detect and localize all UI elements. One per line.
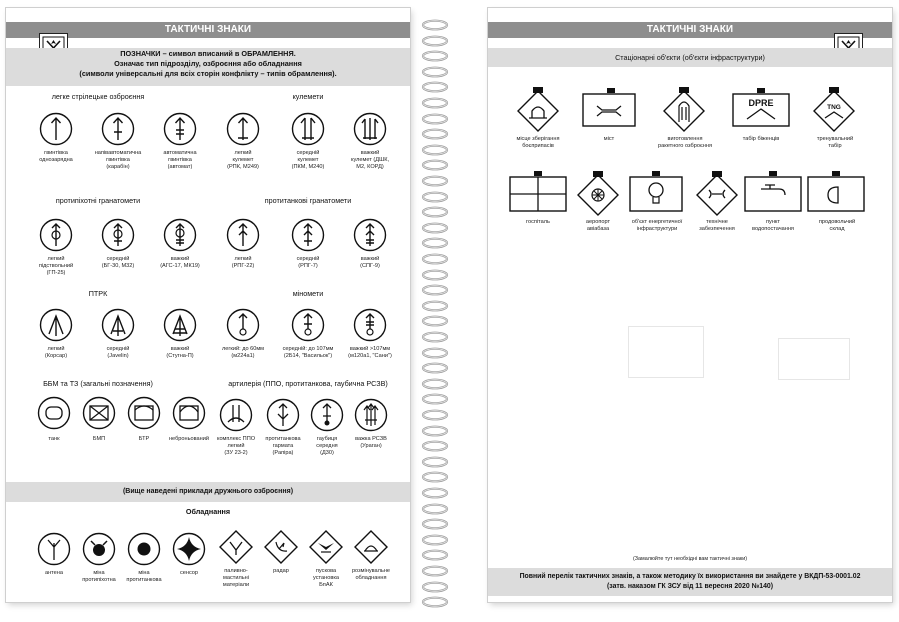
binding-ring [420,392,450,404]
binding-ring [420,533,450,545]
subtitle-band [488,48,892,67]
binding-ring [420,18,450,30]
binding-ring [420,283,450,295]
caption-medium-atgm: середній (Javelin) [106,346,130,359]
binding-ring [420,455,450,467]
caption-light-gl: легкий підствольний (ГП-25) [38,256,74,276]
right-page-title: ТАКТИЧНІ ЗНАКИ [646,24,734,35]
caption-tank: танк [48,436,60,442]
footer-band [488,568,892,596]
section-at-grenade-launchers: протитанкові гранатомети [264,196,352,205]
heavy-antitank-launcher-icon [353,218,387,252]
food-warehouse-icon [806,171,866,213]
caption-energy: об'єкт енергетичної інфраструктури [631,219,683,232]
caption-heavy-mg: важкий кулемет (ДШК, М2, КОРД) [350,150,390,170]
heavy-machine-gun-icon [353,112,387,146]
friendly-note-band [6,482,410,502]
light-machine-gun-icon [226,112,260,146]
binding-ring [420,580,450,592]
fuel-lubricants-icon [219,530,253,564]
binding-ring [420,174,450,186]
uav-launcher-icon [309,530,343,564]
draw-note: (Замалюйте тут необхідні вам тактичні знаки) [632,556,748,562]
semi-auto-rifle-icon [101,112,135,146]
caption-light-mg: легкий кулемет (РПК, М249) [227,150,259,170]
binding-ring [420,252,450,264]
binding-ring [420,112,450,124]
binding-ring [420,470,450,482]
binding-ring [420,268,450,280]
caption-heavy-atgm: важкий (Стугна-П) [166,346,194,359]
caption-uav-launcher: пускова установка БпАК [313,568,339,588]
friendly-note: (Вище наведені приклади дружнього озброєння) [122,488,294,495]
caption-missile-production: виготовлення ракетного озброєння [657,136,713,149]
caption-food-warehouse: продовольчий склад [818,219,856,232]
caption-water-supply: пункт водопостачання [752,219,794,232]
binding-ring [420,49,450,61]
caption-mlrs: важка РСЗВ (Ураган) [355,436,387,449]
caption-ap-mine: міна протипіхотна [82,570,116,583]
light-atgm-icon [39,308,73,342]
caption-fuel: паливно- мастильні матеріали [222,568,250,588]
binding-ring [420,346,450,358]
heavy-mlrs-icon [354,398,388,432]
equipment-title: Обладнання [185,507,231,516]
caption-howitzer: гаубиця середня (Д30) [316,436,338,456]
section-machine-guns: кулемети [292,92,324,101]
training-camp-icon [812,87,856,135]
bridge-icon [581,88,637,128]
binding-ring [420,236,450,248]
section-ifv-general: ББМ та ТЗ (загальні позначення) [43,379,153,388]
single-shot-rifle-icon [39,112,73,146]
binding-ring [420,314,450,326]
caption-semi-auto-rifle: напівавтоматична гвинтівка (карабін) [94,150,142,170]
binding-ring [420,127,450,139]
section-atgm: ПТРК [88,289,108,298]
caption-heavy-at: важкий (СПГ-9) [360,256,380,269]
caption-medium-mortar: середній: до 107мм (2Б14, "Васильок") [282,346,334,359]
binding-ring [420,205,450,217]
medium-atgm-icon [101,308,135,342]
caption-antitank-gun: протитанкова гармата (Рапіра) [265,436,301,456]
light-air-defense-icon [219,398,253,432]
binding-ring [420,190,450,202]
intro-line-1: ПОЗНАЧКИ – символ вписаний в ОБРАМЛЕННЯ. [120,49,296,58]
technical-support-icon [695,171,739,219]
dpre-label: DPRE [748,98,774,108]
tank-icon [37,396,71,430]
binding-ring [420,158,450,170]
binding-ring [420,377,450,389]
caption-air-defense: комплекс ППО легкий (ЗУ 23-2) [216,436,256,456]
antenna-icon [37,532,71,566]
sensor-icon [172,532,206,566]
antipersonnel-mine-icon [82,532,116,566]
caption-refugee-camp: табір біженців [742,136,780,142]
binding-ring [420,424,450,436]
refugee-camp-icon [731,88,791,128]
binding-ring [420,408,450,420]
medium-howitzer-icon [310,398,344,432]
caption-airport: аеропорт авіабаза [585,219,611,232]
light-antitank-launcher-icon [226,218,260,252]
binding-ring [420,439,450,451]
antitank-mine-icon [127,532,161,566]
binding-ring [420,143,450,155]
binding-ring [420,595,450,607]
ifv-icon [82,396,116,430]
caption-at-mine: міна протитанкова [126,570,162,583]
binding-ring [420,517,450,529]
caption-medium-gl: середній (БГ-30, М32) [101,256,135,269]
right-title-bar [488,22,892,38]
caption-demining: розмінувальне обладнання [351,568,391,581]
caption-hospital: госпіталь [526,219,550,225]
binding-ring [420,96,450,108]
caption-antenna: антена [44,570,63,576]
section-mortars: міномети [292,289,324,298]
right-page [488,8,892,602]
caption-single-shot-rifle: гвинтівка однозарядна [39,150,73,163]
medium-grenade-launcher-icon [101,218,135,252]
caption-apc: БТР [138,436,150,442]
left-page [6,8,410,602]
binding-ring [420,548,450,560]
light-grenade-launcher-icon [39,218,73,252]
caption-ammo-storage: місце зберігання боєприпасів [516,136,560,149]
section-artillery: артилерія (ППО, протитанкова, гаубична РСЗВ) [228,379,388,388]
caption-light-at: легкий (РПГ-22) [231,256,255,269]
section-light-small-arms: легке стрілецьке озброєння [51,92,145,101]
hospital-icon [508,171,568,213]
caption-training-camp: тренувальний табір [816,136,854,149]
binding-ring [420,80,450,92]
caption-tech-support: технічне забезпечення [699,219,735,232]
automatic-rifle-icon [163,112,197,146]
binding-ring [420,330,450,342]
binding-ring [420,65,450,77]
binding-ring [420,34,450,46]
caption-unarmored: неброньований [168,436,210,442]
airport-airbase-icon [576,171,620,219]
antitank-gun-icon [266,398,300,432]
binding-ring [420,502,450,514]
caption-radar: радар [273,568,289,574]
section-ap-grenade-launchers: протипіхотні гранатомети [55,196,141,205]
caption-bridge: міст [603,136,615,142]
footer-line-2: (затв. наказом ГК ЗСУ від 11 вересня 2020 №140) [606,583,774,590]
caption-ifv: БМП [92,436,106,442]
light-mortar-icon [226,308,260,342]
heavy-grenade-launcher-icon [163,218,197,252]
tng-label: TNG [827,104,841,111]
water-supply-icon [743,171,803,213]
demining-equipment-icon [354,530,388,564]
faint-sketch [628,326,704,378]
ammunition-storage-icon [516,87,560,135]
footer-line-1: Повний перелік тактичних знаків, а також методику їх використання ви знайдете у ВКДП-53-0001.02 [519,573,861,580]
caption-light-mortar: легкий: до 60мм (м224а1) [221,346,265,359]
intro-line-2: Означає тип підрозділу, озброєння або обладнання [114,59,302,68]
caption-automatic-rifle: автоматична гвинтівка (автомат) [163,150,197,170]
heavy-mortar-icon [353,308,387,342]
binding-ring [420,564,450,576]
caption-medium-mg: середній кулемет (ПКМ, М240) [291,150,325,170]
unarmored-vehicle-icon [172,396,206,430]
radar-icon [264,530,298,564]
missile-production-icon [662,87,706,135]
caption-heavy-gl: важкий (АГС-17, МК19) [160,256,200,269]
energy-infrastructure-icon [628,171,684,213]
binding-ring [420,221,450,233]
faint-sketch [778,338,850,380]
binding-ring [420,361,450,373]
caption-medium-at: середній (РПГ-7) [296,256,320,269]
binding-ring [420,486,450,498]
intro-block [6,48,410,86]
apc-icon [127,396,161,430]
heavy-atgm-icon [163,308,197,342]
medium-antitank-launcher-icon [291,218,325,252]
caption-light-atgm: легкий (Корсар) [44,346,68,359]
left-page-title: ТАКТИЧНІ ЗНАКИ [164,24,252,35]
medium-machine-gun-icon [291,112,325,146]
binding-ring [420,299,450,311]
intro-line-3: (символи універсальні для всіх сторін конфлікту – типів обрамлення). [79,69,337,78]
caption-heavy-mortar: важкий >107мм (м120а1, "Сани") [348,346,392,359]
medium-mortar-icon [291,308,325,342]
caption-sensor: сенсор [179,570,199,576]
right-subtitle: Стаціонарні об'єкти (об'єкти інфраструктури) [615,53,765,62]
